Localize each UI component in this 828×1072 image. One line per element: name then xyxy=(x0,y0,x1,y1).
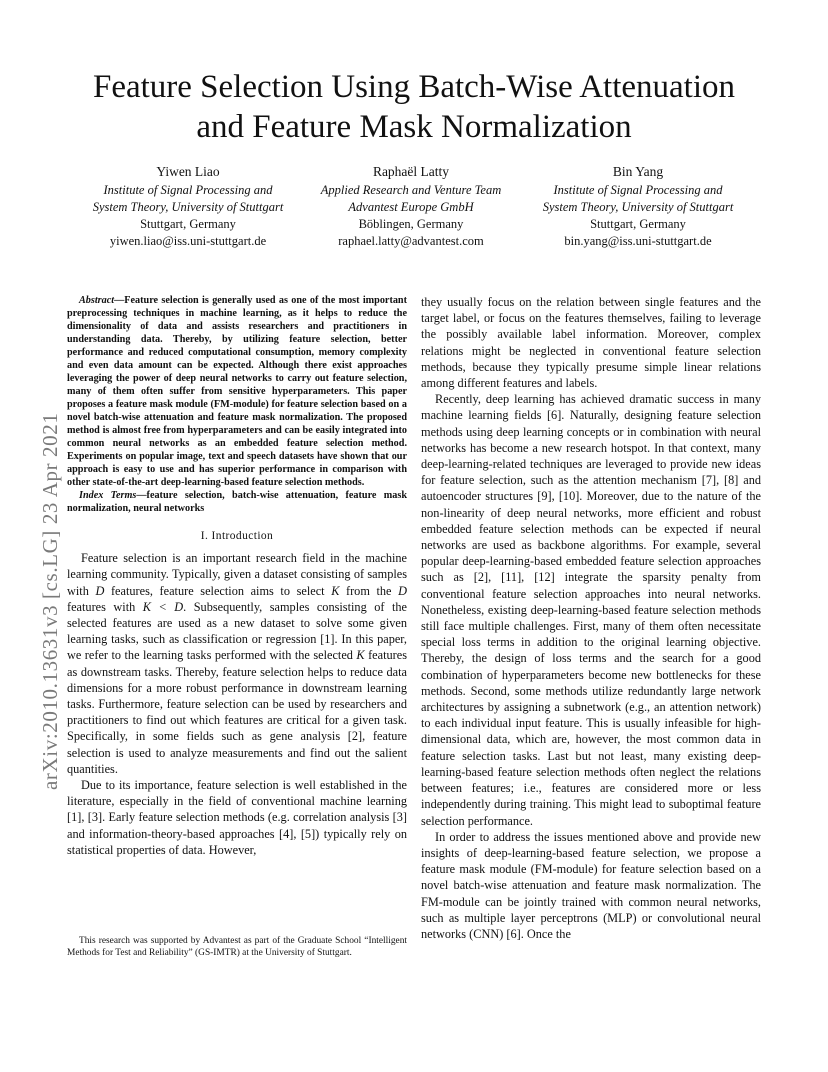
author-name: Yiwen Liao xyxy=(156,164,220,179)
text-run: from the xyxy=(339,583,399,598)
title-line-1: Feature Selection Using Batch-Wise Attenuation xyxy=(92,69,736,105)
text-run: Feature selection is an important research field in the machine learning community. Typically, given a dataset consisting of samples with xyxy=(67,551,407,598)
author-3 xyxy=(532,163,744,250)
abstract xyxy=(67,294,407,489)
author-location: Böblingen, Germany xyxy=(358,217,464,231)
author-affiliation: Advantest Europe GmbH xyxy=(348,200,474,214)
index-terms-label: Index Terms xyxy=(79,490,137,501)
paragraph: they usually focus on the relation between single features and the target label, or focus on the features themselves, failing to leverage the possibly available label information. Moreover, complex relations might be neglected in conventional feature selection methods, because they typically presume simple linear relations among different features and labels. xyxy=(421,295,761,391)
author-email[interactable]: raphael.latty@advantest.com xyxy=(338,234,484,248)
paragraph xyxy=(67,550,407,777)
author-name: Raphaël Latty xyxy=(372,164,450,179)
author-affiliation: System Theory, University of Stuttgart xyxy=(92,200,284,214)
author-1 xyxy=(82,163,294,250)
index-terms xyxy=(67,489,407,515)
paragraph: Due to its importance, feature selection is well established in the literature, especially in the field of conventional machine learning [1], [3]. Early feature selection methods (e.g. correlation analysis [3] and information-theory-based approaches [4], [5]) typically rely on statistical properties of data. However, xyxy=(67,778,407,857)
author-affiliation: Applied Research and Venture Team xyxy=(320,183,502,197)
author-location: Stuttgart, Germany xyxy=(140,217,236,231)
abstract-label: Abstract xyxy=(79,295,115,306)
author-email[interactable]: yiwen.liao@iss.uni-stuttgart.de xyxy=(109,234,267,248)
footnote: This research was supported by Advantest as part of the Graduate School “Intelligent Methods for Test and Reliability” (GS-IMTR) at the University of Stuttgart. xyxy=(67,936,407,958)
author-location: Stuttgart, Germany xyxy=(590,217,686,231)
right-column xyxy=(421,294,761,942)
index-terms-text: —feature selection, batch-wise attenuation, feature mask normalization, neural networks xyxy=(67,490,407,514)
text-run: features as downstream tasks. Thereby, feature selection helps to reduce data dimensions for a more robust performance in downstream learning tasks. Furthermore, feature selection can be used by researchers and practitioners to find out which features are critical for a given task. Specifically, in some fields such as gene analysis [2], feature selection is used to analyze measurements and find out the salient quantities. xyxy=(67,648,407,776)
text-run: features, feature selection aims to select xyxy=(104,583,332,598)
paragraph: Recently, deep learning has achieved dramatic success in many machine learning fields [6]. Naturally, designing feature selection methods using deep learning concepts or in combination with neural networks has become a new research hotspot. In that context, many deep-learning-related techniques are leveraged to provide new ideas for feature selection, such as the attention mechanism [7], [8] and autoencoder structures [9], [10]. Moreover, due to the nature of the non-linearity of deep neural networks, more efficient and robust embedded feature selection methods can be expected if neural networks are used as backbone algorithms. For example, several popular deep-learning-based embedded feature selection approaches such as [2], [11], [12] integrate the sparsity penalty from conventional feature selection approaches into neural networks. Nonetheless, existing deep-learning-based feature selection methods still face multiple challenges. First, many of them often necessitate special loss terms in addition to the original learning objective. Thereby, the design of loss terms and the search for a good combination of hyperparameters become new bottlenecks for these methods. Second, some methods utilize redundantly large network architectures by assigning a subnetwork (e.g., an attention network) to each individual input feature. This is usually infeasible for high-dimensional data, which are, however, the most common data in feature selection tasks. Last but not least, many existing deep-learning-based feature selection methods often neglect the relations between features; i.e., features are considered more or less independently during training. This might lead to suboptimal feature selection performance. xyxy=(421,392,761,828)
author-affiliation: Institute of Signal Processing and xyxy=(103,183,273,197)
math-symbol: K xyxy=(356,648,365,663)
math-symbol: D xyxy=(398,583,408,598)
text-run: . Subsequently, samples consisting of the selected features are used as a new dataset to solve some given learning tasks, such as classification or regression [1]. In this paper, we refer to the learning tasks performed with the selected xyxy=(67,599,407,663)
math-symbol: D xyxy=(95,583,105,598)
author-email[interactable]: bin.yang@iss.uni-stuttgart.de xyxy=(564,234,712,248)
author-2 xyxy=(305,163,517,250)
arxiv-identifier-stamp[interactable]: arXiv:2010.13631v3 [cs.LG] 23 Apr 2021 xyxy=(38,412,62,790)
math-symbol: K xyxy=(331,583,340,598)
author-affiliation: Institute of Signal Processing and xyxy=(553,183,723,197)
left-column xyxy=(67,294,407,858)
abstract-text: —Feature selection is generally used as one of the most important preprocessing techniques in machine learning, as it helps to reduce the dimensionality of data and assists researchers and practitioners in understanding data. Thereby, by utilizing feature selection, better performance and reduced computational consumption, memory complexity and even data amount can be expected. Although there exist approaches leveraging the power of deep neural networks to carry out feature selection, many of them often suffer from sensitive hyperparameters. This paper proposes a feature mask module (FM-module) for feature selection based on a novel batch-wise attenuation and feature mask normalization. The proposed method is almost free from hyperparameters and can be easily integrated into common neural networks as an embedded feature selection method. Experiments on popular image, text and speech datasets have shown that our approach is easy to use and has superior performance in comparison with other state-of-the-art deep-learning-based feature selection methods. xyxy=(67,295,407,488)
section-heading-introduction: I. Introduction xyxy=(200,530,274,542)
author-name: Bin Yang xyxy=(612,164,664,179)
paper-title xyxy=(40,67,788,147)
author-block xyxy=(70,163,770,253)
paragraph: In order to address the issues mentioned above and provide new insights of deep-learning-based feature selection, we propose a feature mask module (FM-module) for feature selection based on a novel batch-wise attenuation and feature mask normalization. The FM-module can be jointly trained with common neural networks, such as multiple layer perceptrons (MLP) or convolutional neural networks (CNN) [6]. Once the xyxy=(421,829,761,941)
title-line-2: and Feature Mask Normalization xyxy=(196,109,632,145)
math-inequality: K < D xyxy=(142,599,184,614)
author-affiliation: System Theory, University of Stuttgart xyxy=(542,200,734,214)
text-run: features with xyxy=(67,599,143,614)
